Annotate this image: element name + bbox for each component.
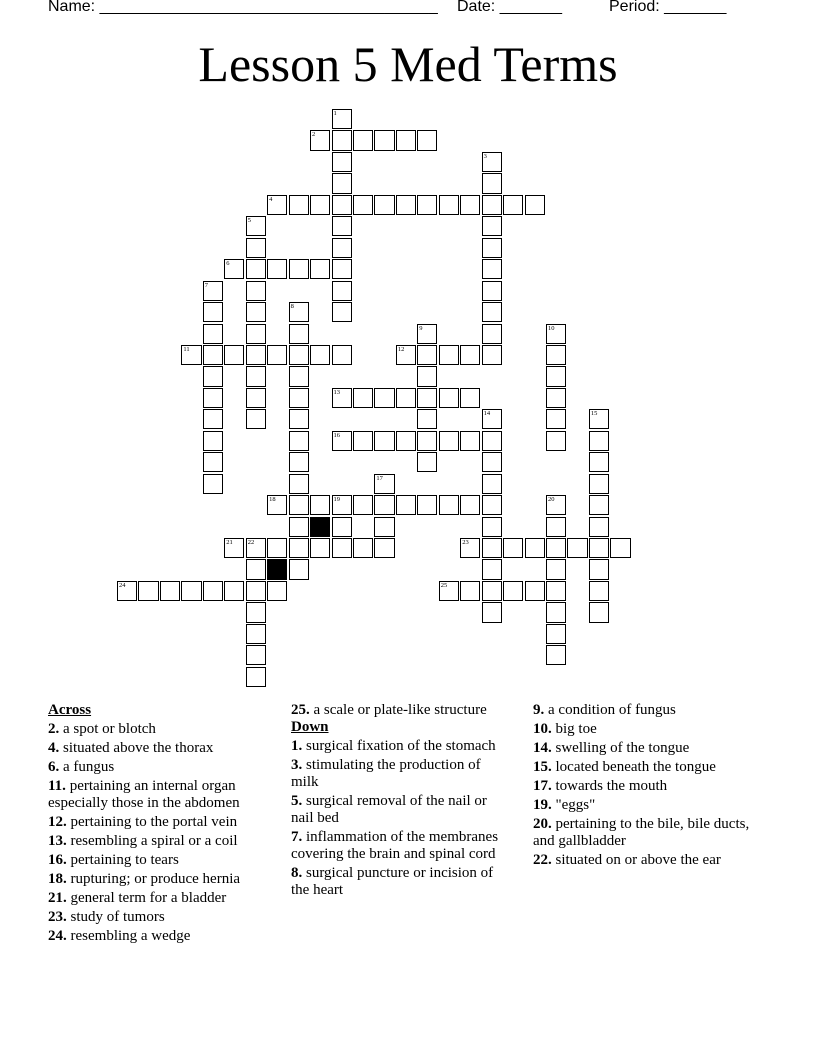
down-clue-20: 20. pertaining to the bile, bile ducts, and gallbladder	[533, 816, 750, 849]
grid-cell[interactable]	[439, 431, 459, 451]
grid-cell[interactable]	[332, 195, 352, 215]
grid-cell[interactable]	[546, 538, 566, 558]
grid-cell[interactable]	[353, 538, 373, 558]
grid-cell[interactable]	[460, 538, 480, 558]
clue-number: 9	[419, 324, 423, 332]
down-clue-15: 15. located beneath the tongue	[533, 759, 716, 775]
grid-cell[interactable]	[482, 195, 502, 215]
across-clue-6: 6. a fungus	[48, 759, 115, 775]
grid-cell[interactable]	[289, 366, 309, 386]
grid-cell[interactable]	[246, 624, 266, 644]
across-clue-4: 4. situated above the thorax	[48, 740, 214, 756]
clue-number: 21	[226, 539, 233, 546]
clue-number: 7	[204, 281, 209, 289]
grid-cell[interactable]	[224, 345, 244, 365]
grid-cell[interactable]	[374, 495, 394, 515]
grid-cell[interactable]	[289, 474, 309, 494]
down-clue-5: 5. surgical removal of the nail or nail bed	[291, 793, 487, 826]
clue-number: 10	[548, 324, 555, 332]
grid-cell[interactable]	[546, 602, 566, 622]
grid-cell[interactable]	[589, 495, 609, 515]
grid-cell[interactable]	[332, 281, 352, 301]
grid-cell[interactable]	[482, 474, 502, 494]
grid-cell[interactable]	[332, 388, 352, 408]
clue-number: 24	[119, 581, 126, 589]
grid-cell[interactable]	[203, 366, 223, 386]
grid-cell[interactable]	[482, 517, 502, 537]
grid-cell[interactable]	[546, 409, 566, 429]
down-clue-3: 3. stimulating the production of milk	[291, 757, 481, 790]
grid-cell[interactable]	[546, 324, 566, 344]
grid-cell[interactable]	[246, 238, 266, 258]
clue-number: 14	[483, 410, 491, 418]
grid-cell[interactable]	[310, 538, 330, 558]
clues-column-1	[48, 702, 276, 945]
grid-cell[interactable]	[160, 581, 180, 601]
grid-cell[interactable]	[396, 345, 416, 365]
grid-cell[interactable]	[417, 345, 437, 365]
across-clue-16: 16. pertaining to tears	[48, 852, 179, 868]
grid-cell[interactable]	[310, 130, 330, 150]
grid-cell[interactable]	[332, 345, 352, 365]
grid-cell[interactable]	[289, 495, 309, 515]
down-clue-14: 14. swelling of the tongue	[533, 740, 690, 756]
grid-cell[interactable]	[224, 581, 244, 601]
down-clue-22: 22. situated on or above the ear	[533, 852, 721, 868]
grid-cell[interactable]	[439, 581, 459, 601]
clue-number: 6	[226, 260, 230, 268]
grid-cell[interactable]	[374, 538, 394, 558]
grid-cell[interactable]	[246, 259, 266, 279]
grid-cell[interactable]	[589, 538, 609, 558]
clue-number: 11	[183, 345, 190, 353]
grid-cell[interactable]	[117, 581, 137, 601]
grid-cell[interactable]	[267, 538, 287, 558]
grid-cell[interactable]	[246, 581, 266, 601]
grid-cell[interactable]	[396, 431, 416, 451]
grid-cell[interactable]	[417, 495, 437, 515]
grid-cell[interactable]	[353, 495, 373, 515]
grid-cell[interactable]	[503, 195, 523, 215]
grid-cell[interactable]	[203, 388, 223, 408]
name-field[interactable]: Name: ______________________________________	[48, 0, 438, 15]
grid-cell[interactable]	[525, 195, 545, 215]
grid-cell[interactable]	[482, 324, 502, 344]
clue-number: 2	[312, 131, 316, 139]
grid-cell[interactable]	[353, 130, 373, 150]
grid-cell[interactable]	[546, 388, 566, 408]
grid-cell[interactable]	[546, 517, 566, 537]
grid-cell[interactable]	[332, 431, 352, 451]
grid-cell[interactable]	[203, 324, 223, 344]
grid-cell[interactable]	[203, 345, 223, 365]
down-clue-10: 10. big toe	[533, 721, 597, 737]
grid-cell[interactable]	[439, 345, 459, 365]
grid-cell[interactable]	[482, 152, 502, 172]
clue-number: 4	[269, 195, 273, 203]
date-field[interactable]: Date: _______	[457, 0, 562, 15]
grid-cell[interactable]	[246, 324, 266, 344]
grid-cell[interactable]	[310, 259, 330, 279]
grid-cell[interactable]	[546, 559, 566, 579]
grid-cell[interactable]	[289, 517, 309, 537]
across-clue-11: 11. pertaining an internal organ especially those in the abdomen	[48, 778, 240, 811]
across-clue-18: 18. rupturing; or produce hernia	[48, 871, 241, 887]
grid-cell[interactable]	[503, 538, 523, 558]
clues-column-2	[291, 702, 506, 899]
grid-cell[interactable]	[482, 173, 502, 193]
grid-cell[interactable]	[417, 366, 437, 386]
grid-cell[interactable]	[203, 431, 223, 451]
grid-cell[interactable]	[589, 602, 609, 622]
grid-cell[interactable]	[482, 495, 502, 515]
black-cell	[310, 517, 330, 537]
grid-cell[interactable]	[267, 495, 287, 515]
across-clue-24: 24. resembling a wedge	[48, 928, 191, 944]
down-clue-7: 7. inflammation of the membranes covering the brain and spinal cord	[291, 829, 499, 862]
grid-cell[interactable]	[396, 195, 416, 215]
grid-cell[interactable]	[460, 195, 480, 215]
grid-cell[interactable]	[396, 130, 416, 150]
grid-cell[interactable]	[310, 195, 330, 215]
grid-cell[interactable]	[460, 388, 480, 408]
black-cell	[267, 559, 287, 579]
grid-cell[interactable]	[289, 195, 309, 215]
grid-cell[interactable]	[589, 559, 609, 579]
grid-cell[interactable]	[289, 345, 309, 365]
grid-cell[interactable]	[482, 431, 502, 451]
grid-cell[interactable]	[246, 216, 266, 236]
grid-cell[interactable]	[546, 495, 566, 515]
grid-cell[interactable]	[482, 559, 502, 579]
grid-cell[interactable]	[246, 366, 266, 386]
grid-cell[interactable]	[482, 216, 502, 236]
grid-cell[interactable]	[246, 602, 266, 622]
grid-cell[interactable]	[589, 431, 609, 451]
grid-cell[interactable]	[289, 431, 309, 451]
grid-cell[interactable]	[246, 559, 266, 579]
grid-cell[interactable]	[203, 581, 223, 601]
grid-cell[interactable]	[525, 538, 545, 558]
across-clue-23: 23. study of tumors	[48, 909, 165, 925]
grid-cell[interactable]	[482, 581, 502, 601]
grid-cell[interactable]	[396, 388, 416, 408]
across-clue-12: 12. pertaining to the portal vein	[48, 814, 238, 830]
grid-cell[interactable]	[482, 345, 502, 365]
grid-cell[interactable]	[460, 581, 480, 601]
grid-cell[interactable]	[374, 195, 394, 215]
down-clue-17: 17. towards the mouth	[533, 778, 668, 794]
grid-cell[interactable]	[203, 452, 223, 472]
down-clue-1: 1. surgical fixation of the stomach	[291, 738, 496, 754]
grid-cell[interactable]	[417, 324, 437, 344]
grid-cell[interactable]	[482, 452, 502, 472]
clue-number: 17	[376, 474, 383, 482]
clue-number: 8	[290, 303, 294, 311]
grid-cell[interactable]	[374, 431, 394, 451]
clue-number: 13	[333, 388, 340, 396]
grid-cell[interactable]	[332, 216, 352, 236]
grid-cell[interactable]	[417, 130, 437, 150]
grid-cell[interactable]	[546, 581, 566, 601]
grid-cell[interactable]	[546, 345, 566, 365]
grid-cell[interactable]	[546, 431, 566, 451]
grid-cell[interactable]	[589, 517, 609, 537]
grid-cell[interactable]	[589, 452, 609, 472]
grid-cell[interactable]	[289, 302, 309, 322]
grid-cell[interactable]	[353, 431, 373, 451]
grid-cell[interactable]	[589, 581, 609, 601]
grid-cell[interactable]	[332, 538, 352, 558]
period-field[interactable]: Period: _______	[609, 0, 727, 15]
grid-cell[interactable]	[439, 495, 459, 515]
grid-cell[interactable]	[417, 409, 437, 429]
clue-number: 25	[440, 581, 448, 589]
grid-cell[interactable]	[417, 452, 437, 472]
grid-cell[interactable]	[267, 345, 287, 365]
grid-cell[interactable]	[482, 302, 502, 322]
clue-number: 3	[483, 152, 487, 160]
grid-cell[interactable]	[289, 559, 309, 579]
clue-number: 18	[269, 496, 276, 504]
grid-cell[interactable]	[246, 302, 266, 322]
grid-cell[interactable]	[310, 495, 330, 515]
grid-cell[interactable]	[439, 195, 459, 215]
grid-cell[interactable]	[460, 345, 480, 365]
clue-number: 5	[247, 217, 251, 225]
grid-cell[interactable]	[374, 388, 394, 408]
clue-number: 1	[333, 110, 337, 117]
grid-cell[interactable]	[589, 474, 609, 494]
grid-cell[interactable]	[289, 452, 309, 472]
grid-cell[interactable]	[203, 281, 223, 301]
clue-number: 15	[590, 410, 598, 418]
grid-cell[interactable]	[289, 259, 309, 279]
grid-cell[interactable]	[203, 474, 223, 494]
down-clue-8: 8. surgical puncture or incision of the heart	[291, 865, 494, 898]
grid-cell[interactable]	[460, 495, 480, 515]
down-clue-19: 19. "eggs"	[533, 797, 596, 813]
grid-cell[interactable]	[374, 517, 394, 537]
grid-cell[interactable]	[332, 152, 352, 172]
grid-cell[interactable]	[246, 281, 266, 301]
grid-cell[interactable]	[567, 538, 587, 558]
grid-cell[interactable]	[203, 409, 223, 429]
grid-cell[interactable]	[267, 259, 287, 279]
grid-cell[interactable]	[224, 538, 244, 558]
grid-cell[interactable]	[482, 538, 502, 558]
grid-cell[interactable]	[353, 388, 373, 408]
grid-cell[interactable]	[332, 130, 352, 150]
across-clue-25: 25. a scale or plate-like structure	[291, 702, 487, 718]
grid-cell[interactable]	[332, 109, 352, 129]
clue-number: 22	[247, 539, 255, 546]
grid-cell[interactable]	[246, 538, 266, 558]
grid-cell[interactable]	[332, 495, 352, 515]
down-clue-9: 9. a condition of fungus	[533, 702, 676, 718]
grid-cell[interactable]	[246, 645, 266, 665]
grid-cell[interactable]	[610, 538, 630, 558]
grid-cell[interactable]	[289, 324, 309, 344]
grid-cell[interactable]	[289, 538, 309, 558]
grid-cell[interactable]	[482, 602, 502, 622]
grid-cell[interactable]	[482, 259, 502, 279]
page-title: Lesson 5 Med Terms	[198, 36, 618, 92]
grid-cell[interactable]	[332, 238, 352, 258]
grid-cell[interactable]	[374, 130, 394, 150]
clue-number: 23	[462, 539, 469, 546]
grid-cell[interactable]	[332, 517, 352, 537]
grid-cell[interactable]	[224, 259, 244, 279]
grid-cell[interactable]	[181, 581, 201, 601]
grid-cell[interactable]	[482, 281, 502, 301]
down-heading: Down	[291, 719, 329, 735]
grid-cell[interactable]	[482, 238, 502, 258]
grid-cell[interactable]	[246, 409, 266, 429]
grid-cell[interactable]	[138, 581, 158, 601]
grid-cell[interactable]	[525, 581, 545, 601]
grid-cell[interactable]	[589, 409, 609, 429]
grid-cell[interactable]	[267, 195, 287, 215]
grid-cell[interactable]	[396, 495, 416, 515]
grid-cell[interactable]	[417, 388, 437, 408]
grid-cell[interactable]	[482, 409, 502, 429]
grid-cell[interactable]	[332, 259, 352, 279]
grid-cell[interactable]	[332, 173, 352, 193]
clues-column-3	[533, 702, 773, 869]
grid-cell[interactable]	[332, 302, 352, 322]
grid-cell[interactable]	[439, 388, 459, 408]
across-clue-2: 2. a spot or blotch	[48, 721, 156, 737]
across-clue-21: 21. general term for a bladder	[48, 890, 227, 906]
grid-cell[interactable]	[246, 388, 266, 408]
grid-cell[interactable]	[417, 431, 437, 451]
grid-cell[interactable]	[267, 581, 287, 601]
grid-cell[interactable]	[503, 581, 523, 601]
grid-cell[interactable]	[374, 474, 394, 494]
grid-cell[interactable]	[310, 345, 330, 365]
clue-number: 16	[333, 431, 340, 439]
clue-number: 19	[333, 496, 340, 504]
grid-cell[interactable]	[353, 195, 373, 215]
grid-cell[interactable]	[289, 409, 309, 429]
grid-cell[interactable]	[546, 366, 566, 386]
grid-cell[interactable]	[246, 345, 266, 365]
grid-cell[interactable]	[546, 624, 566, 644]
across-heading: Across	[48, 702, 92, 718]
grid-cell[interactable]	[417, 195, 437, 215]
grid-cell[interactable]	[203, 302, 223, 322]
grid-cell[interactable]	[460, 431, 480, 451]
grid-cell[interactable]	[289, 388, 309, 408]
grid-cell[interactable]	[181, 345, 201, 365]
clue-number: 20	[548, 496, 555, 504]
clue-number: 12	[397, 345, 405, 353]
across-clue-13: 13. resembling a spiral or a coil	[48, 833, 238, 849]
grid-cell[interactable]	[546, 645, 566, 665]
grid-cell[interactable]	[246, 667, 266, 687]
